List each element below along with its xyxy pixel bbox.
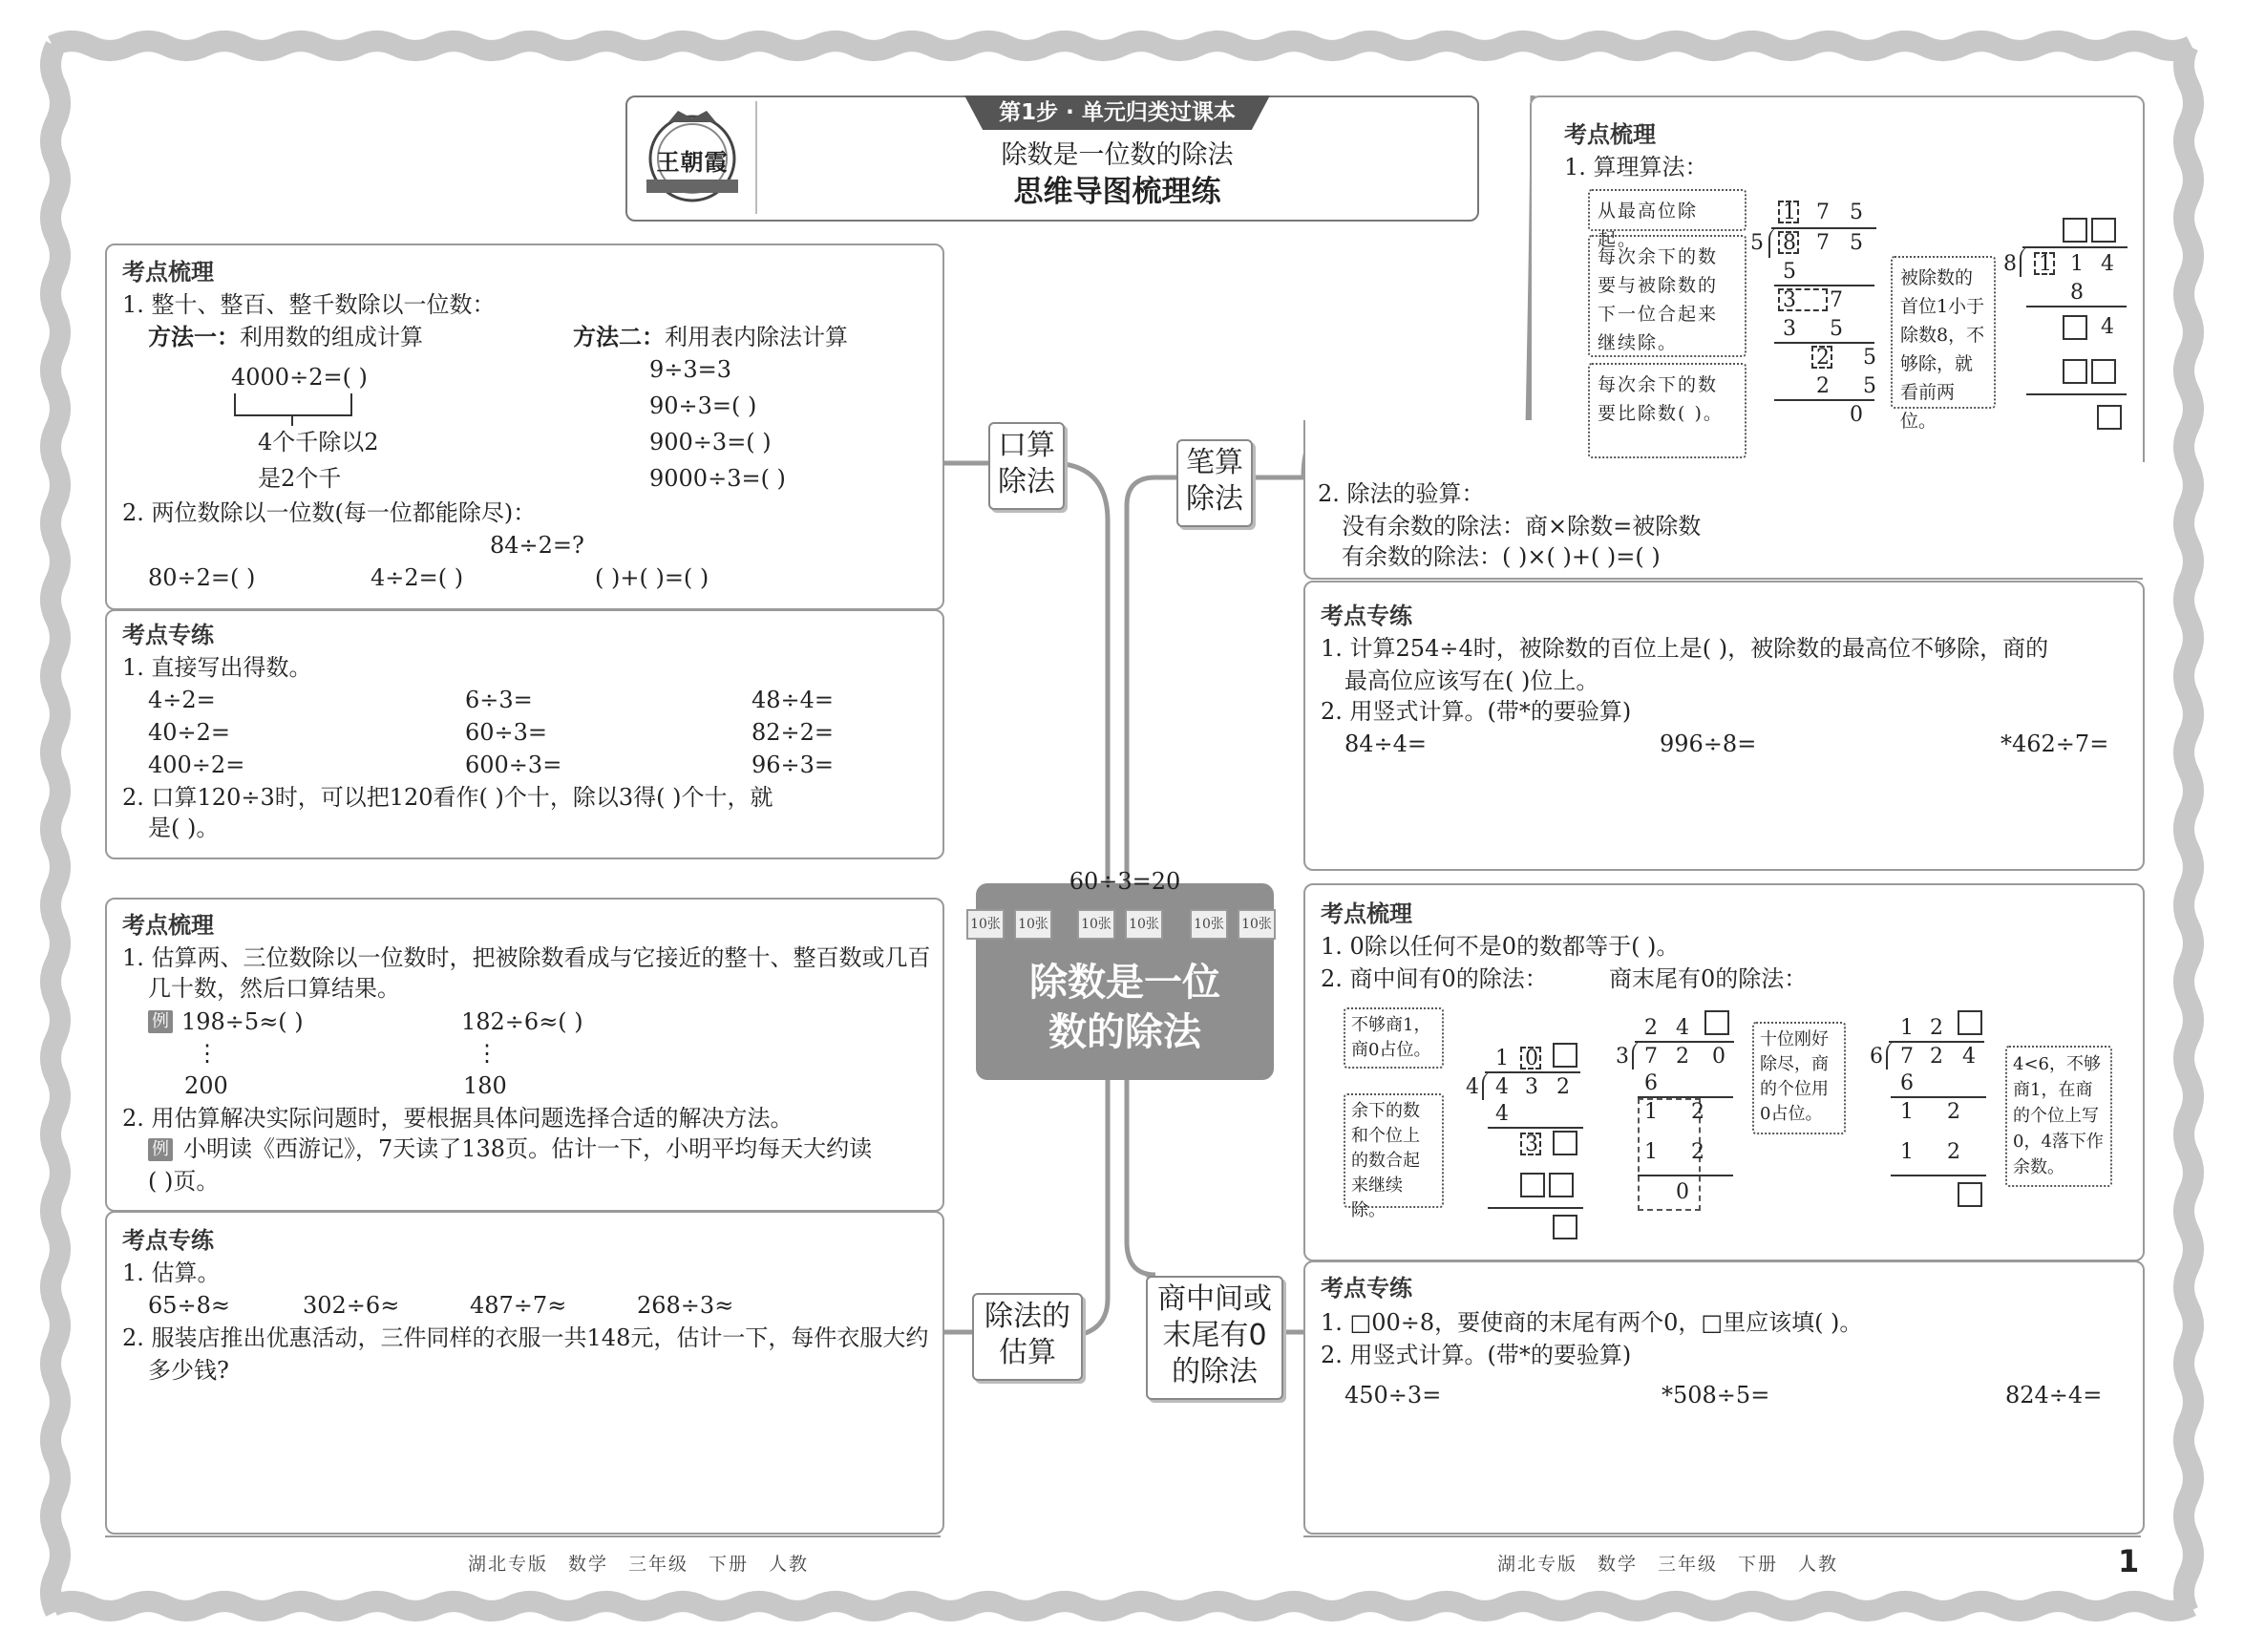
zero-practice-item2: 2. 用竖式计算。(带*的要验算) bbox=[1321, 1342, 1632, 1368]
hub-zero-line1: 商中间或 bbox=[1157, 1282, 1272, 1316]
estimate-practice-panel bbox=[105, 1211, 944, 1535]
oral-list-1: 90÷3=( ) bbox=[649, 392, 757, 419]
oral-practice-r1c1: 60÷3= bbox=[465, 719, 548, 746]
divB-bracket bbox=[1632, 1041, 1643, 1070]
oral-list-3: 9000÷3=( ) bbox=[649, 465, 786, 492]
zero-practice-0: 450÷3= bbox=[1344, 1382, 1442, 1408]
estimate-dots-1: ⋮ bbox=[196, 1040, 219, 1067]
divB-q1: 4 bbox=[1676, 1016, 1689, 1040]
oral-practice-item2a: 2. 口算120÷3时，可以把120看作( )个十，除以3得( )个十，就 bbox=[122, 784, 773, 811]
hub-zero-line3: 的除法 bbox=[1172, 1355, 1258, 1388]
div1-s1: 3 7 bbox=[1783, 288, 1856, 312]
page-number: 1 bbox=[2118, 1543, 2140, 1579]
div1-s5: 0 bbox=[1850, 403, 1863, 427]
zero-note-3: 十位刚好除尽，商的个位用0占位。 bbox=[1752, 1022, 1846, 1134]
divA-divisor: 4 bbox=[1466, 1075, 1479, 1099]
oral-note1: 4个千除以2 bbox=[258, 429, 379, 455]
zero-note-4: 4<6，不够商1，在商的个位上写0，4落下作余数。 bbox=[2005, 1046, 2112, 1187]
estimate-v1: 200 bbox=[184, 1072, 228, 1099]
method1-label bbox=[148, 323, 423, 351]
written-practice-0: 84÷4= bbox=[1344, 731, 1428, 757]
oral-practice-item2b: 是( )。 bbox=[148, 815, 220, 841]
method1-text: 利用数的组成计算 bbox=[240, 324, 423, 350]
divA-answer-p2 bbox=[1549, 1173, 1574, 1197]
estimate-ex2: 182÷6≈( ) bbox=[461, 1008, 583, 1035]
zero-practice-heading: 考点专练 bbox=[1321, 1275, 1412, 1302]
estimate-ex3b: ( )页。 bbox=[148, 1168, 220, 1195]
hub-zero-line2: 末尾有0 bbox=[1162, 1319, 1267, 1352]
div1-s0: 5 bbox=[1783, 260, 1796, 284]
answer-box-r1 bbox=[2063, 315, 2087, 340]
div1-d2: 5 bbox=[1850, 231, 1863, 255]
divC-d1: 2 bbox=[1930, 1045, 1943, 1069]
estimate-practice-heading: 考点专练 bbox=[122, 1227, 214, 1254]
hub-written-line2: 除法 bbox=[1186, 482, 1243, 516]
answer-box-r2 bbox=[2063, 359, 2087, 384]
div2-bracket bbox=[2020, 246, 2031, 277]
div1-d0: 8 bbox=[1783, 231, 1796, 255]
div2-d2: 4 bbox=[2101, 252, 2114, 276]
divB-s3: 0 bbox=[1676, 1180, 1689, 1204]
zero-review-item1: 1. 0除以任何不是0的数都等于( )。 bbox=[1321, 933, 1680, 960]
div1-q1: 7 bbox=[1816, 201, 1830, 224]
divB-s1: 1 2 bbox=[1644, 1100, 1718, 1124]
estimate-practice-1: 302÷6≈ bbox=[303, 1292, 400, 1319]
div2-divisor: 8 bbox=[2003, 252, 2017, 276]
written-check1: 没有余数的除法：商×除数=被除数 bbox=[1342, 513, 1702, 540]
oral-note2: 是2个千 bbox=[258, 465, 342, 492]
oral-practice-r0c0: 4÷2= bbox=[148, 687, 216, 713]
zero-practice-2: 824÷4= bbox=[2005, 1382, 2103, 1408]
estimate-practice-item1: 1. 估算。 bbox=[122, 1260, 221, 1286]
div1-bar bbox=[1771, 227, 1876, 229]
divA-bracket bbox=[1482, 1071, 1493, 1100]
divA-s1: 3 bbox=[1525, 1133, 1538, 1156]
zero-note-2: 余下的数和个位上的数合起来继续除。 bbox=[1344, 1093, 1444, 1208]
page-title: 除数是一位数的除法 bbox=[1001, 140, 1234, 170]
oral-practice-r1c2: 82÷2= bbox=[752, 719, 835, 746]
divB-answer-q bbox=[1704, 1010, 1729, 1035]
divA-line1 bbox=[1488, 1127, 1583, 1129]
divA-d1: 3 bbox=[1525, 1075, 1538, 1099]
zero-practice-1: *508÷5= bbox=[1662, 1382, 1770, 1408]
div2-line1 bbox=[2026, 306, 2127, 307]
div1-d1: 7 bbox=[1816, 231, 1830, 255]
money-card-5: 10张 bbox=[1190, 909, 1228, 940]
div1-q2: 5 bbox=[1850, 201, 1863, 224]
money-card-4: 10张 bbox=[1125, 909, 1163, 940]
estimate-ex1: 198÷5≈( ) bbox=[181, 1008, 304, 1035]
divA-d0: 4 bbox=[1495, 1075, 1509, 1099]
estimate-ex3a: 小明读《西游记》，7天读了138页。估计一下，小明平均每天大约读 bbox=[183, 1135, 873, 1162]
divB-bar bbox=[1635, 1041, 1734, 1043]
divB-divisor: 3 bbox=[1616, 1045, 1629, 1069]
divC-bar bbox=[1889, 1041, 1984, 1043]
divC-s0: 6 bbox=[1900, 1071, 1914, 1095]
example-badge-2: 例 bbox=[148, 1138, 173, 1161]
note-box-3: 每次余下的数要比除数( )。 bbox=[1588, 363, 1747, 458]
divA-d2: 2 bbox=[1556, 1075, 1570, 1099]
method2-label bbox=[573, 323, 848, 351]
divC-d2: 4 bbox=[1962, 1045, 1976, 1069]
estimate-practice-3: 268÷3≈ bbox=[637, 1292, 734, 1319]
note-box-2: 每次余下的数要与被除数的下一位合起来继续除。 bbox=[1588, 235, 1747, 357]
oral-example: 4000÷2=( ) bbox=[231, 364, 368, 391]
divA-line2 bbox=[1488, 1207, 1583, 1209]
oral-practice-item1: 1. 直接写出得数。 bbox=[122, 654, 312, 681]
zero-practice-item1: 1. □00÷8，要使商的末尾有两个0，□里应该填( )。 bbox=[1321, 1309, 1863, 1336]
oral-eq-a: 80÷2=( ) bbox=[148, 564, 256, 591]
estimate-review-item2: 2. 用估算解决实际问题时，要根据具体问题选择合适的解决方法。 bbox=[122, 1105, 794, 1132]
zero-review-item2b: 商末尾有0的除法： bbox=[1609, 965, 1808, 992]
estimate-dots-2: ⋮ bbox=[476, 1040, 498, 1067]
div1-line1 bbox=[1774, 285, 1874, 286]
hub-oral-line2: 除法 bbox=[998, 465, 1055, 498]
answer-box-r3 bbox=[2091, 359, 2116, 384]
footer-left: 湖北专版 数学 三年级 下册 人教 bbox=[468, 1554, 810, 1575]
divA-answer-r bbox=[1553, 1215, 1577, 1239]
oral-practice-r2c0: 400÷2= bbox=[148, 752, 245, 778]
hub-estimate-line2: 估算 bbox=[999, 1336, 1056, 1369]
money-card-1: 10张 bbox=[966, 909, 1005, 940]
method2-text: 利用表内除法计算 bbox=[665, 324, 848, 350]
step-label: 第1步 · 单元归类过课本 bbox=[999, 100, 1236, 125]
money-card-2: 10张 bbox=[1014, 909, 1052, 940]
oral-review-item2: 2. 两位数除以一位数(每一位都能除尽)： bbox=[122, 499, 537, 526]
written-review-heading: 考点梳理 bbox=[1564, 121, 1656, 148]
estimate-review-heading: 考点梳理 bbox=[122, 912, 214, 939]
center-title-2: 数的除法 bbox=[1048, 1010, 1201, 1054]
div1-q0: 1 bbox=[1783, 201, 1796, 224]
page-subtitle: 思维导图梳理练 bbox=[1013, 175, 1221, 209]
divB-s2: 1 2 bbox=[1644, 1140, 1718, 1164]
divB-d0: 7 bbox=[1644, 1045, 1658, 1069]
divC-s1: 1 2 bbox=[1900, 1100, 1974, 1124]
div2-line2 bbox=[2026, 393, 2127, 395]
written-practice-item1b: 最高位应该写在( )位上。 bbox=[1344, 667, 1599, 694]
oral-practice-r2c1: 600÷3= bbox=[465, 752, 562, 778]
oral-review-heading: 考点梳理 bbox=[122, 259, 214, 286]
divC-answer-r bbox=[1958, 1182, 1982, 1207]
div2-d0: 1 bbox=[2039, 252, 2052, 276]
oral-practice-r1c0: 40÷2= bbox=[148, 719, 231, 746]
hub-estimate-division bbox=[972, 1293, 1083, 1381]
estimate-review-item1b: 几十数，然后口算结果。 bbox=[148, 975, 400, 1002]
div1-line3 bbox=[1774, 399, 1874, 401]
oral-eq: 84÷2=? bbox=[490, 532, 584, 559]
hub-written-line1: 笔算 bbox=[1186, 446, 1243, 479]
divC-s2: 1 2 bbox=[1900, 1140, 1974, 1164]
divC-line2 bbox=[1891, 1175, 1986, 1176]
zero-review-heading: 考点梳理 bbox=[1321, 900, 1412, 927]
arrow-line bbox=[291, 414, 293, 426]
divC-line1 bbox=[1891, 1096, 1986, 1098]
estimate-practice-item2a: 2. 服装店推出优惠活动，三件同样的衣服一共148元，估计一下，每件衣服大约 bbox=[122, 1324, 929, 1351]
div2-s1: 4 bbox=[2101, 315, 2114, 339]
logo-text: 王朝霞 bbox=[656, 148, 729, 176]
hub-oral-division bbox=[988, 422, 1065, 510]
written-review-item1: 1. 算理算法： bbox=[1564, 154, 1708, 180]
divB-s0: 6 bbox=[1644, 1071, 1658, 1095]
divA-answer-p1 bbox=[1520, 1173, 1545, 1197]
written-review-item2: 2. 除法的验算： bbox=[1318, 480, 1485, 507]
hub-estimate-line1: 除法的 bbox=[984, 1300, 1070, 1333]
divC-q0: 1 bbox=[1900, 1016, 1914, 1040]
div2-d1: 1 bbox=[2070, 252, 2084, 276]
written-practice-heading: 考点专练 bbox=[1321, 603, 1412, 629]
estimate-v2: 180 bbox=[463, 1072, 507, 1099]
divB-d1: 2 bbox=[1676, 1045, 1689, 1069]
oral-eq-b: 4÷2=( ) bbox=[370, 564, 464, 591]
divA-answer-s bbox=[1553, 1131, 1577, 1155]
div1-line2 bbox=[1774, 342, 1874, 344]
answer-box-r4 bbox=[2097, 405, 2122, 430]
oral-list-2: 900÷3=( ) bbox=[649, 429, 772, 455]
center-title-1: 除数是一位 bbox=[1029, 961, 1220, 1005]
div1-s4: 2 5 bbox=[1816, 374, 1890, 398]
note-box-4: 被除数的首位1小于除数8，不够除，就看前两位。 bbox=[1891, 256, 1996, 409]
written-practice-item2: 2. 用竖式计算。(带*的要验算) bbox=[1321, 698, 1632, 725]
divC-answer-q bbox=[1958, 1010, 1982, 1035]
estimate-practice-item2b: 多少钱? bbox=[148, 1357, 229, 1384]
divC-bracket bbox=[1886, 1041, 1897, 1070]
divA-answer-q bbox=[1553, 1043, 1577, 1068]
center-formula: 60÷3=20 bbox=[1069, 868, 1181, 895]
method2-name: 方法二： bbox=[573, 324, 665, 350]
hub-oral-line1: 口算 bbox=[998, 429, 1055, 462]
bracket-line bbox=[234, 393, 352, 416]
example-badge-1: 例 bbox=[148, 1010, 173, 1033]
written-practice-panel bbox=[1303, 581, 2145, 871]
answer-box-q2 bbox=[2091, 218, 2116, 243]
oral-practice-r2c2: 96÷3= bbox=[752, 752, 835, 778]
divC-divisor: 6 bbox=[1870, 1045, 1883, 1069]
div2-bar bbox=[2022, 246, 2128, 248]
div1-divisor: 5 bbox=[1750, 231, 1764, 255]
oral-practice-r0c2: 48÷4= bbox=[752, 687, 835, 713]
divA-bar bbox=[1485, 1071, 1580, 1073]
footer-line-right bbox=[1303, 1536, 2141, 1537]
div1-s2: 3 5 bbox=[1783, 317, 1856, 341]
footer-right: 湖北专版 数学 三年级 下册 人教 bbox=[1497, 1554, 1839, 1575]
answer-box-q1 bbox=[2063, 218, 2087, 243]
note-box-1: 从最高位除起。 bbox=[1588, 189, 1747, 231]
money-card-6: 10张 bbox=[1238, 909, 1276, 940]
div2-s0: 8 bbox=[2070, 281, 2084, 305]
div1-s3: 2 5 bbox=[1816, 346, 1890, 370]
zero-note-1: 不够商1，商0占位。 bbox=[1344, 1007, 1444, 1069]
divA-q0: 1 bbox=[1495, 1047, 1509, 1070]
divA-s0: 4 bbox=[1495, 1102, 1509, 1126]
divB-d2: 0 bbox=[1712, 1045, 1725, 1069]
estimate-practice-0: 65÷8≈ bbox=[148, 1292, 231, 1319]
footer-line-left bbox=[105, 1536, 941, 1537]
oral-practice-heading: 考点专练 bbox=[122, 622, 214, 648]
written-practice-1: 996÷8= bbox=[1660, 731, 1757, 757]
publisher-logo bbox=[635, 101, 757, 214]
hub-zero-division bbox=[1146, 1276, 1283, 1400]
oral-practice-r0c1: 6÷3= bbox=[465, 687, 533, 713]
written-check2: 有余数的除法：( )×( )+( )=( ) bbox=[1342, 543, 1661, 570]
estimate-practice-2: 487÷7≈ bbox=[470, 1292, 567, 1319]
oral-eq-c: ( )+( )=( ) bbox=[595, 564, 709, 591]
written-practice-item1a: 1. 计算254÷4时，被除数的百位上是( )，被除数的最高位不够除，商的 bbox=[1321, 635, 2049, 662]
divC-d0: 7 bbox=[1900, 1045, 1914, 1069]
oral-list-0: 9÷3=3 bbox=[649, 356, 732, 383]
zero-review-item2: 2. 商中间有0的除法： bbox=[1321, 965, 1548, 992]
estimate-review-item1a: 1. 估算两、三位数除以一位数时，把被除数看成与它接近的整十、整百数或几百 bbox=[122, 944, 931, 971]
money-card-3: 10张 bbox=[1077, 909, 1115, 940]
method1-name: 方法一： bbox=[148, 324, 240, 350]
divC-q1: 2 bbox=[1930, 1016, 1943, 1040]
oral-review-item1: 1. 整十、整百、整千数除以一位数： bbox=[122, 291, 496, 318]
written-practice-2: *462÷7= bbox=[2001, 731, 2109, 757]
divB-line2 bbox=[1638, 1175, 1733, 1176]
hub-written-division bbox=[1176, 439, 1253, 527]
divB-q0: 2 bbox=[1644, 1016, 1658, 1040]
divA-q1: 0 bbox=[1525, 1047, 1538, 1070]
